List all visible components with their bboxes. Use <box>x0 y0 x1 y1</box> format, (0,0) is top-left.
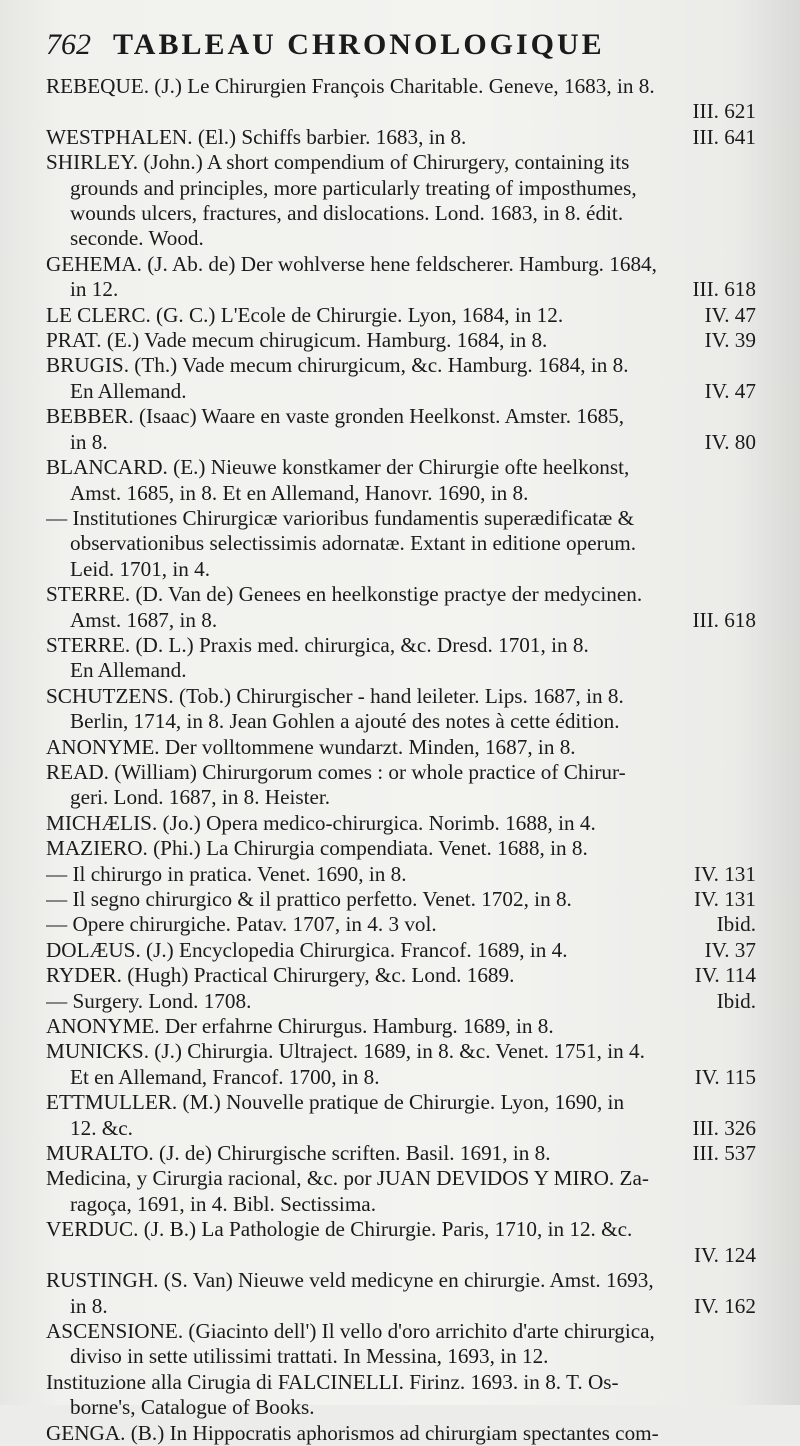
entry-line <box>46 1370 756 1395</box>
entry-line <box>46 1421 756 1446</box>
entry-text: — Opere chirurgiche. Patav. 1707, in 4. 3 vol. <box>46 912 437 937</box>
bibliography-entry <box>46 989 756 1014</box>
bibliography-entry <box>46 912 756 937</box>
bibliography-entry <box>46 252 756 303</box>
entry-text: — Il chirurgo in pratica. Venet. 1690, in 8. <box>46 861 407 886</box>
entry-line <box>46 989 756 1014</box>
entry-text: wounds ulcers, fractures, and dislocations. Lond. 1683, in 8. édit. <box>70 201 624 226</box>
entry-line <box>46 226 756 251</box>
entry-text: SCHUTZENS. (Tob.) Chirurgischer - hand leileter. Lips. 1687, in 8. <box>46 683 624 708</box>
entry-text: VERDUC. (J. B.) La Pathologie de Chirurgie. Paris, 1710, in 12. &c. <box>46 1217 633 1242</box>
entry-text: RUSTINGH. (S. Van) Nieuwe veld medicyne en chirurgie. Amst. 1693, <box>46 1268 654 1293</box>
bibliography-entry <box>46 1319 756 1370</box>
page-header <box>46 28 756 74</box>
entry-line <box>46 1166 756 1191</box>
bibliography-list <box>46 74 756 1446</box>
entry-text: diviso in sette utilissimi trattati. In Messina, 1693, in 12. <box>70 1344 549 1369</box>
bibliography-entry <box>46 328 756 353</box>
entry-line <box>46 150 756 175</box>
entry-text: WESTPHALEN. (El.) Schiffs barbier. 1683, in 8. <box>46 124 467 149</box>
entry-text: SHIRLEY. (John.) A short compendium of Chirurgery, containing its <box>46 150 630 175</box>
entry-text: geri. Lond. 1687, in 8. Heister. <box>70 785 331 810</box>
running-title: TABLEAU CHRONOLOGIQUE <box>113 28 605 61</box>
entry-text: — Il segno chirurgico & il prattico perfetto. Venet. 1702, in 8. <box>46 887 572 911</box>
entry-line <box>46 862 756 887</box>
entry-text: ANONYME. Der volltommene wundarzt. Minden, 1687, in 8. <box>46 734 576 759</box>
bibliography-entry <box>46 506 756 582</box>
entry-text: En Allemand. <box>70 378 187 403</box>
volume-page-reference: IV. 131 <box>694 887 756 911</box>
volume-page-reference: III. 641 <box>692 124 756 149</box>
entry-text: ANONYME. Der erfahrne Chirurgus. Hamburg. 1689, in 8. <box>46 1014 554 1039</box>
entry-text: Berlin, 1714, in 8. Jean Gohlen a ajouté des notes à cette édition. <box>70 709 620 734</box>
volume-page-reference: IV. 114 <box>694 963 756 988</box>
bibliography-entry <box>46 404 756 455</box>
entry-text: Amst. 1685, in 8. Et en Allemand, Hanovr. 1690, in 8. <box>70 480 529 505</box>
entry-line <box>46 1192 756 1217</box>
entry-text: En Allemand. <box>70 658 187 683</box>
entry-line <box>46 252 756 277</box>
entry-text: grounds and principles, more particularly treating of imposthumes, <box>70 175 637 200</box>
volume-page-reference: IV. 124 <box>694 1242 756 1267</box>
entry-line <box>46 379 756 404</box>
entry-text: seconde. Wood. <box>70 226 204 251</box>
entry-text: LE CLERC. (G. C.) L'Ecole de Chirurgie. Lyon, 1684, in 12. <box>46 302 564 327</box>
bibliography-entry <box>46 1217 756 1268</box>
entry-line <box>46 1141 756 1166</box>
volume-page-reference: IV. 115 <box>694 1064 756 1089</box>
volume-page-reference: III. 537 <box>692 1141 756 1166</box>
volume-page-reference: IV. 39 <box>704 328 756 353</box>
volume-page-reference: IV. 47 <box>704 302 756 327</box>
entry-line <box>46 912 756 937</box>
entry-text: BRUGIS. (Th.) Vade mecum chirurgicum, &c. Hamburg. 1684, in 8. <box>46 353 629 378</box>
entry-line <box>46 709 756 734</box>
entry-line <box>46 1116 756 1141</box>
entry-line <box>46 303 756 328</box>
volume-page-reference: IV. 37 <box>704 937 756 962</box>
entry-text: Medicina, y Cirurgia racional, &c. por JUAN DEVIDOS Y MIRO. Za- <box>46 1166 649 1191</box>
entry-line <box>46 684 756 709</box>
bibliography-entry <box>46 1421 756 1446</box>
entry-text: MURALTO. (J. de) Chirurgische scriften. Basil. 1691, in 8. <box>46 1141 551 1166</box>
entry-text: Et en Allemand, Francof. 1700, in 8. <box>70 1064 380 1089</box>
entry-text: ASCENSIONE. (Giacinto dell') Il vello d'oro arrichito d'arte chirurgica, <box>46 1318 655 1343</box>
entry-text: GEHEMA. (J. Ab. de) Der wohlverse hene feldscherer. Hamburg. 1684, <box>46 251 657 276</box>
entry-line <box>46 1319 756 1344</box>
entry-text: Leid. 1701, in 4. <box>70 556 211 581</box>
volume-page-reference: IV. 162 <box>694 1293 756 1318</box>
entry-line <box>46 557 756 582</box>
entry-line <box>46 1090 756 1115</box>
entry-text: STERRE. (D. L.) Praxis med. chirurgica, &c. Dresd. 1701, in 8. <box>46 632 589 657</box>
entry-text: in 8. <box>70 429 108 454</box>
bibliography-entry <box>46 1090 756 1141</box>
entry-text: MAZIERO. (Phi.) La Chirurgia compendiata. Venet. 1688, in 8. <box>46 836 588 861</box>
entry-line <box>46 1039 756 1064</box>
entry-text: BLANCARD. (E.) Nieuwe konstkamer der Chirurgie ofte heelkonst, <box>46 455 630 480</box>
page-number: 762 <box>46 28 91 61</box>
bibliography-entry <box>46 633 756 684</box>
entry-line <box>46 836 756 861</box>
entry-text: READ. (William) Chirurgorum comes : or whole practice of Chirur- <box>46 759 626 784</box>
entry-line <box>46 430 756 455</box>
entry-text: BEBBER. (Isaac) Waare en vaste gronden Heelkonst. Amster. 1685, <box>46 404 625 429</box>
entry-text: GENGA. (B.) In Hippocratis aphorismos ad chirurgiam spectantes com- <box>46 1420 659 1445</box>
entry-line <box>46 1217 756 1242</box>
bibliography-entry <box>46 455 756 506</box>
entry-text: STERRE. (D. Van de) Genees en heelkonstige practye der medycinen. <box>46 582 643 607</box>
entry-line <box>46 785 756 810</box>
bibliography-entry <box>46 862 756 887</box>
entry-line <box>46 887 756 912</box>
entry-line <box>46 633 756 658</box>
bibliography-entry <box>46 353 756 404</box>
bibliography-entry <box>46 887 756 912</box>
entry-text: MICHÆLIS. (Jo.) Opera medico-chirurgica. Norimb. 1688, in 4. <box>46 810 596 835</box>
entry-line <box>46 506 756 531</box>
entry-line <box>46 1344 756 1369</box>
bibliography-entry <box>46 760 756 811</box>
bibliography-entry <box>46 1141 756 1166</box>
entry-text: — Surgery. Lond. 1708. <box>46 988 252 1013</box>
entry-text: in 12. <box>70 277 119 302</box>
entry-text: DOLÆUS. (J.) Encyclopedia Chirurgica. Francof. 1689, in 4. <box>46 937 568 962</box>
entry-line <box>46 1014 756 1039</box>
entry-text: REBEQUE. (J.) Le Chirurgien François Charitable. Geneve, 1683, in 8. <box>46 74 655 98</box>
bibliography-entry <box>46 938 756 963</box>
entry-line <box>46 455 756 480</box>
entry-line <box>46 481 756 506</box>
entry-text: MUNICKS. (J.) Chirurgia. Ultraject. 1689, in 8. &c. Venet. 1751, in 4. <box>46 1039 645 1064</box>
volume-page-reference: III. 326 <box>692 1115 756 1140</box>
volume-page-reference: III. 621 <box>692 99 756 124</box>
bibliography-entry <box>46 1268 756 1319</box>
entry-line <box>46 176 756 201</box>
entry-text: in 8. <box>70 1293 108 1318</box>
bibliography-entry <box>46 811 756 836</box>
entry-text: observationibus selectissimis adornatæ. Extant in editione operum. <box>70 531 637 556</box>
entry-text: RYDER. (Hugh) Practical Chirurgery, &c. Lond. 1689. <box>46 963 515 988</box>
entry-line <box>46 938 756 963</box>
entry-line <box>46 963 756 988</box>
bibliography-entry <box>46 836 756 861</box>
entry-line <box>46 531 756 556</box>
entry-line <box>46 811 756 836</box>
bibliography-entry <box>46 684 756 735</box>
entry-line <box>46 277 756 302</box>
bibliography-entry <box>46 303 756 328</box>
entry-line <box>46 99 756 124</box>
entry-text: borne's, Catalogue of Books. <box>70 1395 315 1420</box>
bibliography-entry <box>46 1370 756 1421</box>
entry-line <box>46 125 756 150</box>
entry-line <box>46 404 756 429</box>
entry-line <box>46 328 756 353</box>
bibliography-entry <box>46 963 756 988</box>
bibliography-entry <box>46 74 756 125</box>
bibliography-entry <box>46 735 756 760</box>
volume-page-reference: IV. 47 <box>704 378 756 403</box>
volume-page-reference: III. 618 <box>692 277 756 302</box>
entry-line <box>46 74 756 99</box>
volume-page-reference: Ibid. <box>716 912 756 937</box>
volume-page-reference: IV. 131 <box>694 861 756 886</box>
volume-page-reference: III. 618 <box>692 607 756 632</box>
bibliography-entry <box>46 1014 756 1039</box>
entry-text: — Institutiones Chirurgicæ varioribus fundamentis superædificatæ & <box>46 505 635 530</box>
entry-line <box>46 201 756 226</box>
entry-line <box>46 582 756 607</box>
bibliography-entry <box>46 125 756 150</box>
entry-line <box>46 760 756 785</box>
entry-line <box>46 353 756 378</box>
entry-line <box>46 735 756 760</box>
entry-line <box>46 658 756 683</box>
volume-page-reference: IV. 80 <box>704 429 756 454</box>
bibliography-entry <box>46 582 756 633</box>
entry-line <box>46 1243 756 1268</box>
entry-line <box>46 1065 756 1090</box>
entry-text: ETTMULLER. (M.) Nouvelle pratique de Chirurgie. Lyon, 1690, in <box>46 1090 625 1115</box>
entry-line <box>46 1294 756 1319</box>
bibliography-entry <box>46 150 756 252</box>
entry-text: 12. &c. <box>70 1115 133 1140</box>
bibliography-entry <box>46 1039 756 1090</box>
entry-text: Amst. 1687, in 8. <box>70 607 218 632</box>
bibliography-entry <box>46 1166 756 1217</box>
entry-line <box>46 1268 756 1293</box>
entry-text: PRAT. (E.) Vade mecum chirugicum. Hamburg. 1684, in 8. <box>46 328 548 353</box>
entry-line <box>46 608 756 633</box>
entry-line <box>46 1395 756 1420</box>
entry-text: ragoça, 1691, in 4. Bibl. Sectissima. <box>70 1191 376 1216</box>
entry-text: Instituzione alla Cirugia di FALCINELLI. Firinz. 1693. in 8. T. Os- <box>46 1369 619 1394</box>
volume-page-reference: Ibid. <box>716 988 756 1013</box>
